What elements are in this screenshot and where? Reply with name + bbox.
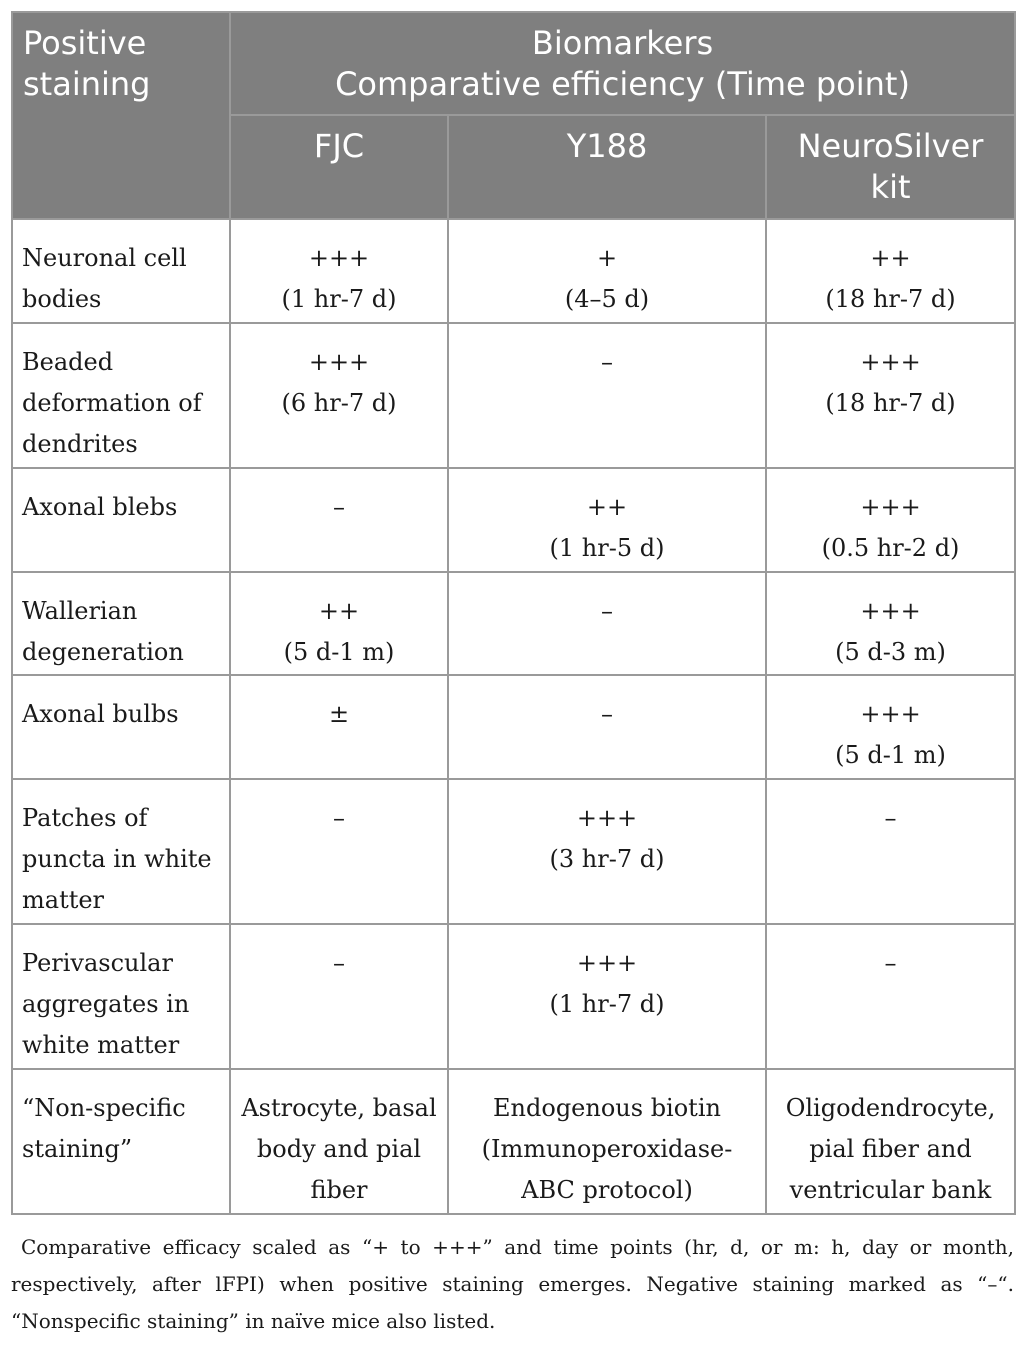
efficiency-mark: +++ — [576, 804, 638, 832]
efficiency-mark: +++ — [576, 949, 638, 977]
cell-fjc — [230, 468, 448, 572]
biomarker-table — [11, 11, 1016, 1215]
time-point: (6 hr-7 d) — [281, 389, 397, 417]
header-biomarkers-title: Biomarkers — [531, 24, 714, 62]
row-label: Wallerian degeneration — [12, 572, 230, 675]
table-row — [12, 468, 1015, 572]
cell-neurosilver — [766, 675, 1015, 779]
cell-fjc — [230, 219, 448, 323]
time-point: (5 d-3 m) — [835, 638, 946, 666]
cell-y188 — [448, 924, 766, 1069]
efficiency-mark: ++ — [318, 597, 360, 625]
row-label: Neuronal cell bodies — [12, 219, 230, 323]
time-point: (3 hr-7 d) — [549, 845, 665, 873]
row-label: Axonal bulbs — [12, 675, 230, 779]
table-row — [12, 219, 1015, 323]
cell-y188 — [448, 572, 766, 675]
footnote-text: Comparative efficacy scaled as “+ to +++” and time points (hr, d, or m: h, day or month, respectively, after lFPI) when positive staining emerges. Negative staining marked as “–“. “Nonspecific staining” in naïve mice also listed. — [11, 1235, 1014, 1333]
cell-y188 — [448, 468, 766, 572]
cell-y188 — [448, 779, 766, 924]
header-col-fjc: FJC — [230, 115, 448, 219]
row-label: Axonal blebs — [12, 468, 230, 572]
cell-fjc — [230, 675, 448, 779]
efficiency-mark: – — [884, 949, 897, 977]
time-point: (0.5 hr-2 d) — [821, 534, 960, 562]
table-body — [12, 219, 1015, 1214]
time-point: (1 hr-5 d) — [549, 534, 665, 562]
table-row — [12, 924, 1015, 1069]
header-col-y188: Y188 — [448, 115, 766, 219]
efficiency-mark: +++ — [308, 244, 370, 272]
row-label: “Non-specific staining” — [12, 1069, 230, 1214]
time-point: (5 d-1 m) — [283, 638, 395, 666]
efficiency-mark: – — [601, 597, 613, 625]
header-positive-staining: Positive staining — [12, 12, 230, 219]
cell-y188 — [448, 219, 766, 323]
efficiency-mark: ++ — [586, 493, 628, 521]
efficiency-mark: +++ — [860, 700, 921, 728]
time-point: (18 hr-7 d) — [825, 389, 956, 417]
cell-y188: Endogenous biotin (Immunoperoxidase-ABC protocol) — [448, 1069, 766, 1214]
efficiency-mark: ++ — [870, 244, 911, 272]
efficiency-mark: +++ — [860, 597, 921, 625]
cell-neurosilver — [766, 779, 1015, 924]
cell-fjc — [230, 572, 448, 675]
cell-neurosilver — [766, 323, 1015, 468]
row-label: Beaded deformation of dendrites — [12, 323, 230, 468]
time-point: (4–5 d) — [564, 285, 650, 313]
cell-neurosilver — [766, 924, 1015, 1069]
cell-y188 — [448, 675, 766, 779]
table-footnote — [11, 1229, 1014, 1340]
efficiency-mark: – — [333, 493, 345, 521]
efficiency-mark: + — [596, 244, 618, 272]
table-row — [12, 323, 1015, 468]
time-point: (5 d-1 m) — [835, 741, 946, 769]
efficiency-mark: – — [601, 700, 613, 728]
efficiency-mark: +++ — [860, 348, 921, 376]
cell-fjc — [230, 924, 448, 1069]
cell-fjc — [230, 323, 448, 468]
efficiency-mark: – — [333, 949, 345, 977]
table-row — [12, 779, 1015, 924]
table-header — [12, 12, 1015, 219]
cell-fjc — [230, 779, 448, 924]
cell-neurosilver: Oligodendrocyte, pial fiber and ventricular bank — [766, 1069, 1015, 1214]
cell-y188 — [448, 323, 766, 468]
header-comparative-efficiency: Comparative efficiency (Time point) — [335, 65, 910, 103]
time-point: (1 hr-7 d) — [281, 285, 397, 313]
cell-neurosilver — [766, 468, 1015, 572]
efficiency-mark: +++ — [308, 348, 370, 376]
row-label: Patches of puncta in white matter — [12, 779, 230, 924]
header-biomarkers-group — [230, 12, 1015, 115]
efficiency-mark: – — [333, 804, 345, 832]
table-row — [12, 572, 1015, 675]
time-point: (1 hr-7 d) — [549, 990, 665, 1018]
table-row — [12, 675, 1015, 779]
efficiency-mark: +++ — [860, 493, 921, 521]
efficiency-mark: – — [601, 348, 613, 376]
table-row-nonspecific — [12, 1069, 1015, 1214]
cell-neurosilver — [766, 219, 1015, 323]
cell-neurosilver — [766, 572, 1015, 675]
time-point: (18 hr-7 d) — [825, 285, 956, 313]
cell-fjc: Astrocyte, basal body and pial fiber — [230, 1069, 448, 1214]
header-col-neurosilver: NeuroSilver kit — [766, 115, 1015, 219]
efficiency-mark: ± — [328, 700, 350, 728]
efficiency-mark: – — [884, 804, 897, 832]
row-label: Perivascular aggregates in white matter — [12, 924, 230, 1069]
